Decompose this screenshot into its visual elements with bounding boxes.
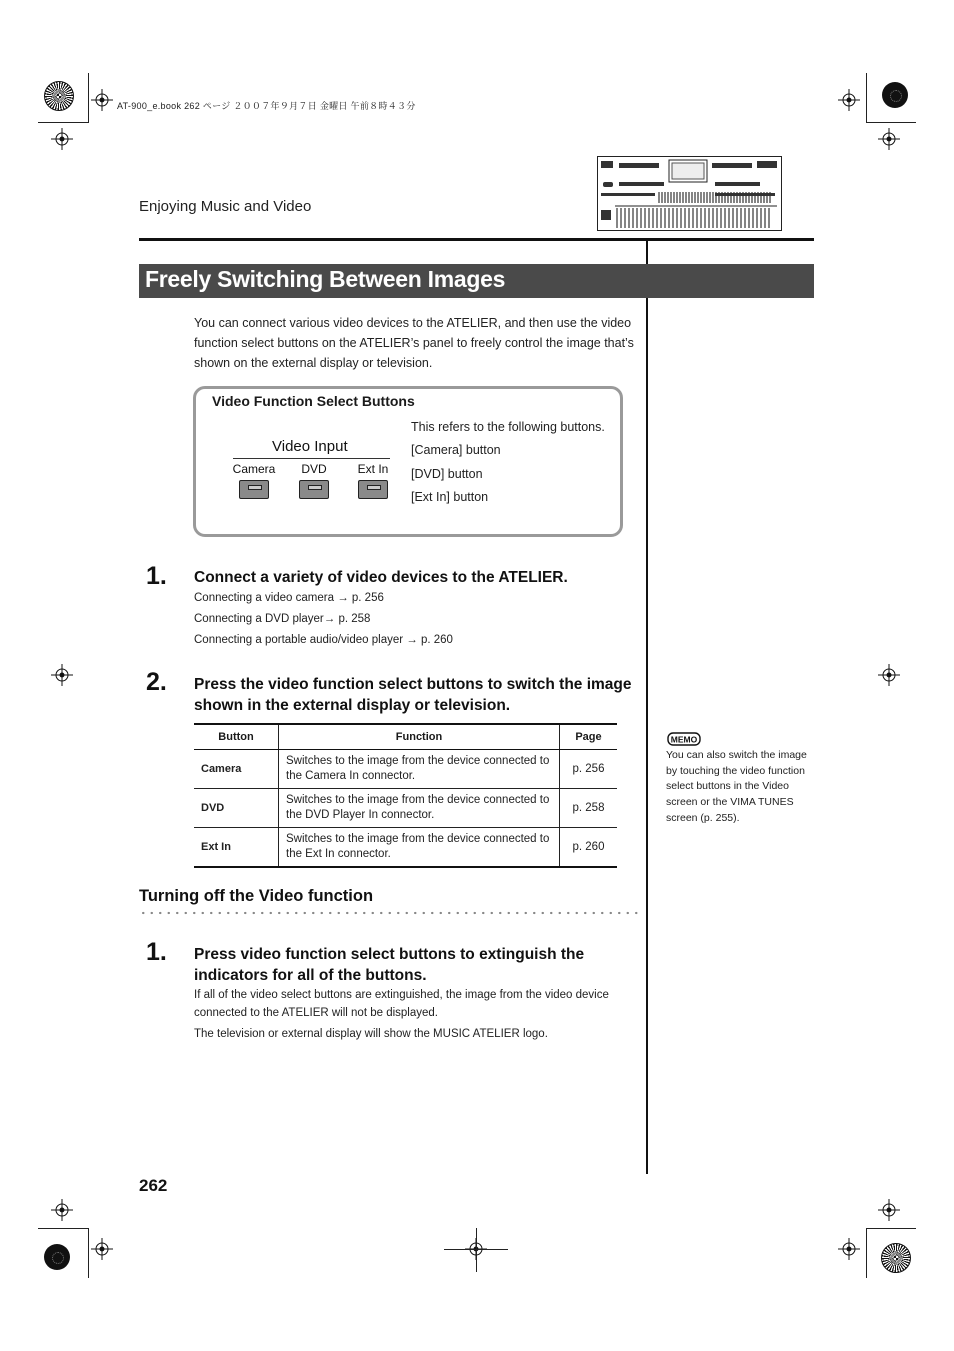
step-text-line: Press the video function select buttons to switch the image (194, 676, 632, 693)
function-line: Switches to the image from the device connected to (286, 754, 550, 767)
section-title: Freely Switching Between Images (145, 266, 506, 292)
video-box-line: This refers to the following buttons. (411, 420, 605, 434)
page-number: 262 (139, 1176, 168, 1195)
registration-sunburst-icon (881, 1243, 911, 1273)
button-cell: Camera (194, 750, 279, 789)
table-header-row (194, 724, 617, 750)
reference-line: Connecting a video camera → p. 256 (194, 592, 384, 604)
button-cell: Ext In (194, 828, 279, 868)
memo-line: screen (p. 255). (666, 811, 740, 824)
registration-target-icon (838, 89, 860, 111)
memo-line: You can also switch the image (666, 749, 807, 761)
ext-in-button-icon (358, 480, 388, 499)
body-line: If all of the video select buttons are extinguished, the image from the video device (194, 989, 609, 1001)
page-cell: p. 260 (560, 828, 618, 868)
page-cell: p. 256 (560, 750, 618, 789)
camera-button-icon (239, 480, 269, 499)
registration-dot-icon (44, 1244, 70, 1270)
registration-target-icon (91, 89, 113, 111)
column-header: Page (560, 724, 618, 750)
table-row (194, 789, 617, 828)
memo-line: by touching the video function (666, 764, 805, 777)
function-cell (279, 828, 560, 868)
header-rule (139, 238, 814, 241)
video-box-line: [DVD] button (411, 467, 483, 481)
memo-line: select buttons in the Video (666, 780, 789, 793)
organ-panel-illustration (597, 156, 782, 231)
camera-button-label: Camera (232, 462, 276, 476)
registration-target-icon (878, 664, 900, 686)
column-divider (646, 241, 648, 1174)
ext-in-button-label: Ext In (357, 462, 389, 476)
video-input-label: Video Input (272, 438, 348, 455)
registration-target-icon (878, 128, 900, 150)
function-line: the Ext In connector. (286, 848, 391, 860)
reference-line: Connecting a DVD player→ p. 258 (194, 613, 371, 625)
step-text (194, 674, 632, 716)
subsection-title: Turning off the Video function (139, 887, 374, 905)
video-input-rule (233, 458, 390, 459)
dotted-rule (139, 911, 639, 915)
memo-icon (667, 731, 701, 747)
step-text (194, 944, 584, 986)
step-number: 2. (146, 668, 167, 696)
video-box-line: [Camera] button (411, 443, 501, 457)
table-row (194, 828, 617, 868)
registration-sunburst-icon (44, 81, 74, 111)
function-cell (279, 789, 560, 828)
step-number: 1. (146, 562, 167, 590)
button-cell: DVD (194, 789, 279, 828)
intro-paragraph (194, 313, 634, 373)
table-row (194, 750, 617, 789)
file-info: AT-900_e.book 262 ページ ２００７年９月７日 金曜日 午前８時４３分 (117, 101, 416, 111)
video-box-line: [Ext In] button (411, 490, 489, 504)
memo-line: screen or the VIMA TUNES (666, 796, 794, 809)
registration-target-icon (878, 1199, 900, 1221)
step-text-line: shown in the external display or television. (194, 697, 511, 714)
column-header: Button (194, 724, 279, 750)
step-text: Connect a variety of video devices to the ATELIER. (194, 569, 568, 586)
body-line: The television or external display will show the MUSIC ATELIER logo. (194, 1028, 548, 1040)
function-line: Switches to the image from the device connected to (286, 832, 550, 845)
registration-dot-icon (882, 82, 908, 108)
video-box-title: Video Function Select Buttons (212, 393, 415, 409)
page-cell: p. 258 (560, 789, 618, 828)
dvd-button-label: DVD (301, 462, 327, 476)
registration-target-icon (838, 1238, 860, 1260)
body-line: connected to the ATELIER will not be displayed. (194, 1007, 438, 1019)
step-text-line: Press video function select buttons to extinguish the (194, 946, 585, 963)
step-text-line: indicators for all of the buttons. (194, 967, 427, 984)
intro-line: You can connect various video devices to the ATELIER, and then use the video (194, 316, 632, 330)
registration-target-icon (51, 1199, 73, 1221)
dvd-button-icon (299, 480, 329, 499)
intro-line: shown on the external display or television. (194, 356, 433, 370)
registration-target-icon (51, 128, 73, 150)
registration-target-icon (51, 664, 73, 686)
column-header: Function (279, 724, 560, 750)
memo-text (666, 748, 816, 827)
function-line: the Camera In connector. (286, 770, 416, 782)
function-line: the DVD Player In connector. (286, 809, 435, 821)
running-head: Enjoying Music and Video (139, 198, 312, 215)
function-line: Switches to the image from the device connected to (286, 793, 550, 806)
intro-line: function select buttons on the ATELIER’s panel to freely control the image that’s (194, 336, 634, 350)
video-buttons-table (194, 723, 617, 868)
function-cell (279, 750, 560, 789)
reference-line: Connecting a portable audio/video player → p. 260 (194, 634, 453, 646)
registration-target-icon (91, 1238, 113, 1260)
memo-icon-label: MEMO (670, 734, 698, 745)
step-number: 1. (146, 938, 167, 966)
